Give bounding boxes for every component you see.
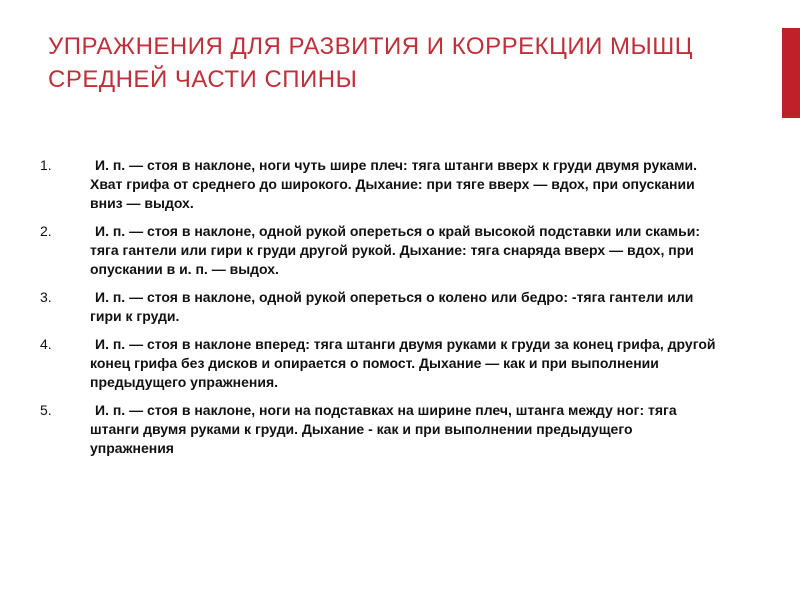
list-item — [40, 335, 720, 392]
exercise-list — [40, 156, 720, 467]
item-number: 2. — [40, 223, 52, 239]
item-number: 1. — [40, 157, 52, 173]
item-text: И. п. — стоя в наклоне, ноги чуть шире плеч: тяга штанги вверх к груди двумя руками. Хват грифа от среднего до широкого. Дыхание: при тяге вверх — вдох, при опускании вниз — выдох. — [90, 157, 697, 211]
item-number: 4. — [40, 336, 52, 352]
item-number: 5. — [40, 402, 52, 418]
slide-title: УПРАЖНЕНИЯ ДЛЯ РАЗВИТИЯ И КОРРЕКЦИИ МЫШЦ СРЕДНЕЙ ЧАСТИ СПИНЫ — [48, 33, 694, 93]
list-item — [40, 156, 720, 213]
item-text: И. п. — стоя в наклоне, одной рукой опереться о край высокой подставки или скамьи: тяга гантели или гири к груди другой рукой. Дыхание: тяга снаряда вверх — вдох, при опускании в и. п. — выдох. — [90, 223, 701, 277]
item-text: И. п. — стоя в наклоне, ноги на подставках на ширине плеч, штанга между ног: тяга штанги двумя руками к груди. Дыхание - как и при выполнении предыдущего упражнения — [90, 402, 677, 456]
list-item — [40, 288, 720, 326]
item-number: 3. — [40, 289, 52, 305]
accent-bar — [782, 28, 800, 118]
list-item — [40, 222, 720, 279]
list-item — [40, 401, 720, 458]
item-text: И. п. — стоя в наклоне вперед: тяга штанги двумя руками к груди за конец грифа, другой конец грифа без дисков и опирается о помост. Дыхание — как и при выполнении предыдущего упражнения. — [90, 336, 716, 390]
item-text: И. п. — стоя в наклоне, одной рукой опереться о колено или бедро: -тяга гантели или гири к груди. — [90, 289, 694, 324]
